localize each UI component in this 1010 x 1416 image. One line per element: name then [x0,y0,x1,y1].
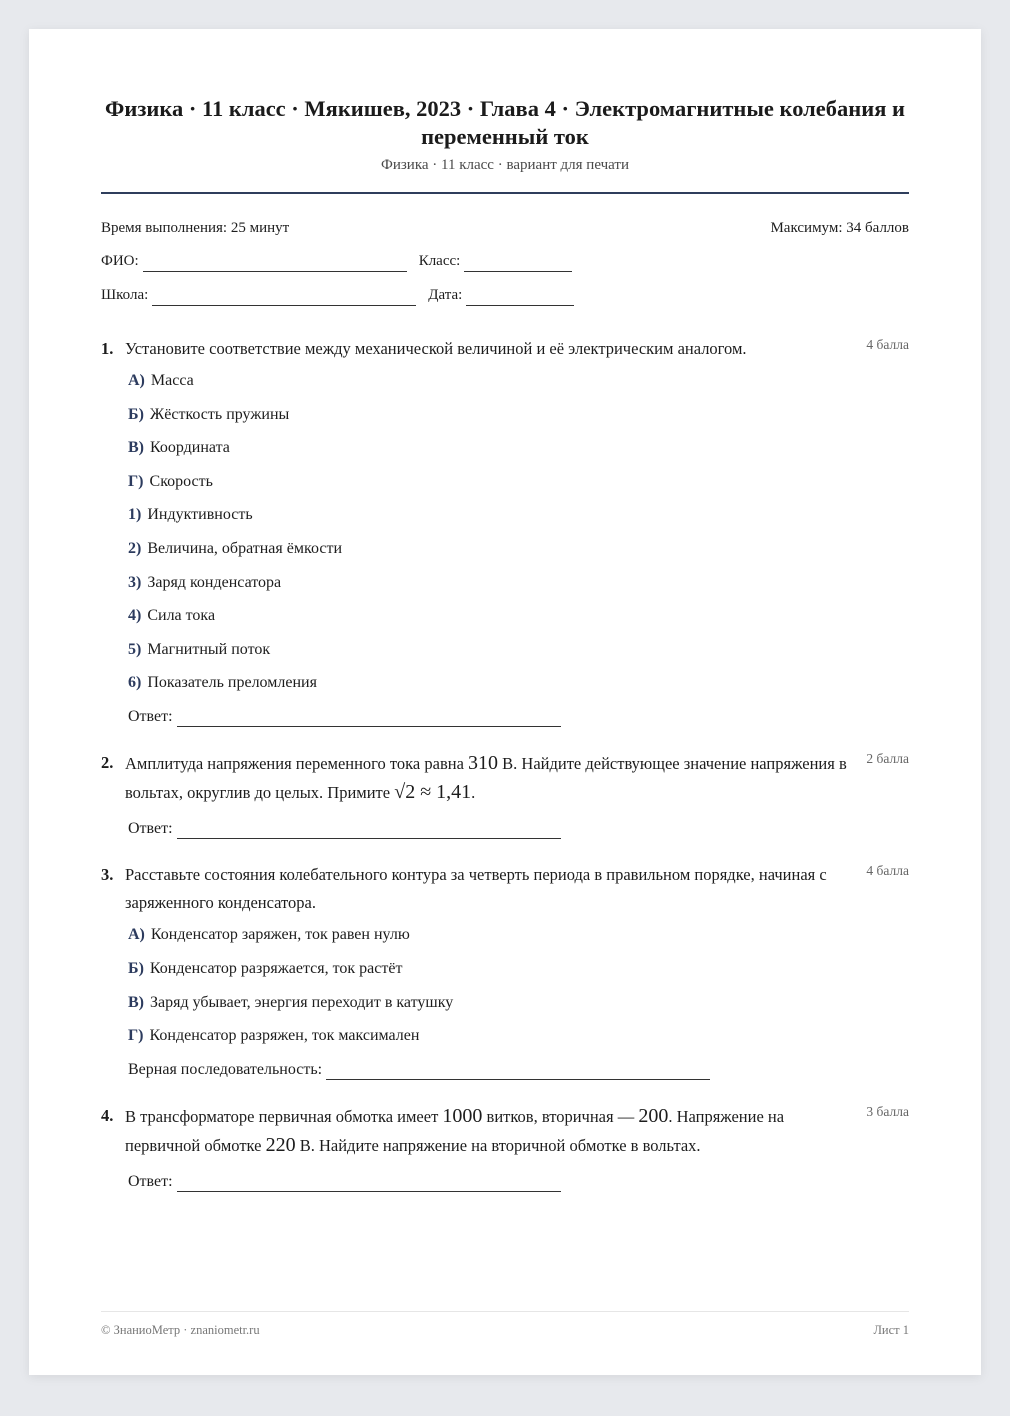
option-text: Сила тока [147,607,216,625]
question-number: 4. [101,1106,114,1126]
question-3 [101,861,909,1080]
question-points: 2 балла [866,751,909,767]
question-1 [101,335,909,727]
option-5 [128,640,909,660]
answer-label: Ответ: [128,820,173,838]
question-text-part: В. Найдите действующее значение напряжения в вольтах, округлив до целых. Примите [125,754,847,803]
option-text: Конденсатор разряжается, ток растёт [149,959,403,977]
question-text [125,1102,855,1160]
option-label: А) [128,372,145,389]
answer-label: Ответ: [128,708,173,726]
date-label: Дата: [428,287,463,303]
option-1 [128,505,909,525]
page-subtitle: Физика · 11 класс · вариант для печати [380,157,629,173]
answer-line [177,712,561,727]
option-text: Масса [150,372,194,389]
page-title: Физика · 11 класс · Мякишев, 2023 · Глава 4 · Электромагнитные колебания и переменный ток [105,96,905,149]
answer-row [128,1172,909,1192]
option-2 [128,539,909,559]
fio-label: ФИО: [101,253,139,269]
option-label: Г) [128,1027,144,1045]
worksheet-page [29,29,981,1375]
question-points: 3 балла [866,1104,909,1120]
option-text: Жёсткость пружины [149,405,290,423]
question-text-part: Амплитуда напряжения переменного тока равна [125,754,469,774]
option-text: Магнитный поток [147,640,271,658]
question-number: 1. [101,339,114,358]
school-date-row [101,285,909,306]
option-label: А) [128,926,145,944]
option-label: В) [128,439,144,457]
option-b [128,959,909,979]
time-limit: Время выполнения: 25 минут [101,220,290,236]
option-v [128,438,909,458]
option-text: Координата [150,439,230,457]
option-text: Заряд конденсатора [147,573,282,591]
footer-sheet-number: Лист 1 [873,1323,909,1337]
option-a [128,925,909,945]
question-4-head [101,1102,909,1160]
option-label: 5) [128,640,142,658]
option-6 [128,673,909,693]
question-3-head [101,861,909,917]
question-points: 4 балла [866,863,909,879]
answer-line [326,1065,710,1080]
option-label: Б) [128,959,144,977]
answer-label: Ответ: [128,1173,173,1191]
question-text [125,749,855,807]
question-points: 4 балла [866,337,909,352]
answer-line [177,1177,561,1192]
answer-row [128,1060,909,1080]
option-label: В) [128,993,144,1011]
math-value: 310 [468,752,499,775]
option-4 [128,606,909,626]
option-text: Показатель преломления [147,674,317,692]
option-label: 2) [128,539,142,557]
question-2 [101,749,909,839]
option-label: 1) [128,506,142,524]
option-v [128,993,909,1013]
school-blank-line [152,291,416,306]
answer-row [128,819,909,839]
class-blank-line [464,257,572,272]
option-b [128,405,909,425]
school-label: Школа: [101,287,149,303]
math-expression: √2 ≈ 1,41 [394,781,472,804]
option-g [128,1026,909,1046]
option-a [128,371,909,391]
page-footer [101,1311,909,1338]
option-label: 3) [128,573,142,591]
option-text: Конденсатор разряжен, ток максимален [149,1027,420,1045]
class-label: Класс: [418,253,461,269]
option-text: Индуктивность [147,506,253,524]
math-value: 1000 [442,1105,483,1128]
question-1-head [101,335,909,363]
question-number: 3. [101,865,114,885]
question-text: Установите соответствие между механической величиной и её электрическим аналогом. [125,339,747,358]
max-score: Максимум: 34 баллов [770,220,909,236]
math-value: 200 [638,1105,669,1128]
header-divider [101,192,909,194]
math-value: 220 [265,1134,296,1157]
option-label: 6) [128,674,142,692]
option-label: Б) [128,405,144,423]
option-label: Г) [128,472,144,490]
option-text: Конденсатор заряжен, ток равен нулю [150,926,410,944]
option-3 [128,573,909,593]
meta-row [101,218,909,238]
footer-copyright: © ЗнаниоМетр · znaniometr.ru [101,1323,260,1337]
answer-line [177,824,561,839]
question-2-head [101,749,909,807]
question-number: 2. [101,753,114,773]
option-label: 4) [128,607,142,625]
option-text: Заряд убывает, энергия переходит в катушку [150,993,454,1011]
question-text-part: В трансформаторе первичная обмотка имеет [125,1107,443,1127]
question-text-part: . Напряжение на первичной обмотке [125,1107,785,1156]
option-text: Величина, обратная ёмкости [147,539,343,557]
question-4 [101,1102,909,1192]
answer-row [128,707,909,727]
date-blank-line [466,291,574,306]
fio-blank-line [143,257,407,272]
question-text-part: витков, вторичная — [482,1107,639,1127]
question-text-part: В. Найдите напряжение на вторичной обмотке в вольтах. [295,1136,701,1156]
question-text: Расставьте состояния колебательного контура за четверть периода в правильном порядке, начиная с заряженного конденсатора. [125,865,827,913]
option-text: Скорость [149,472,213,490]
question-text-part: . [471,783,476,803]
fio-class-row [101,251,909,272]
option-g [128,472,909,492]
answer-label: Верная последовательность: [128,1061,323,1079]
worksheet-content [101,95,909,1192]
